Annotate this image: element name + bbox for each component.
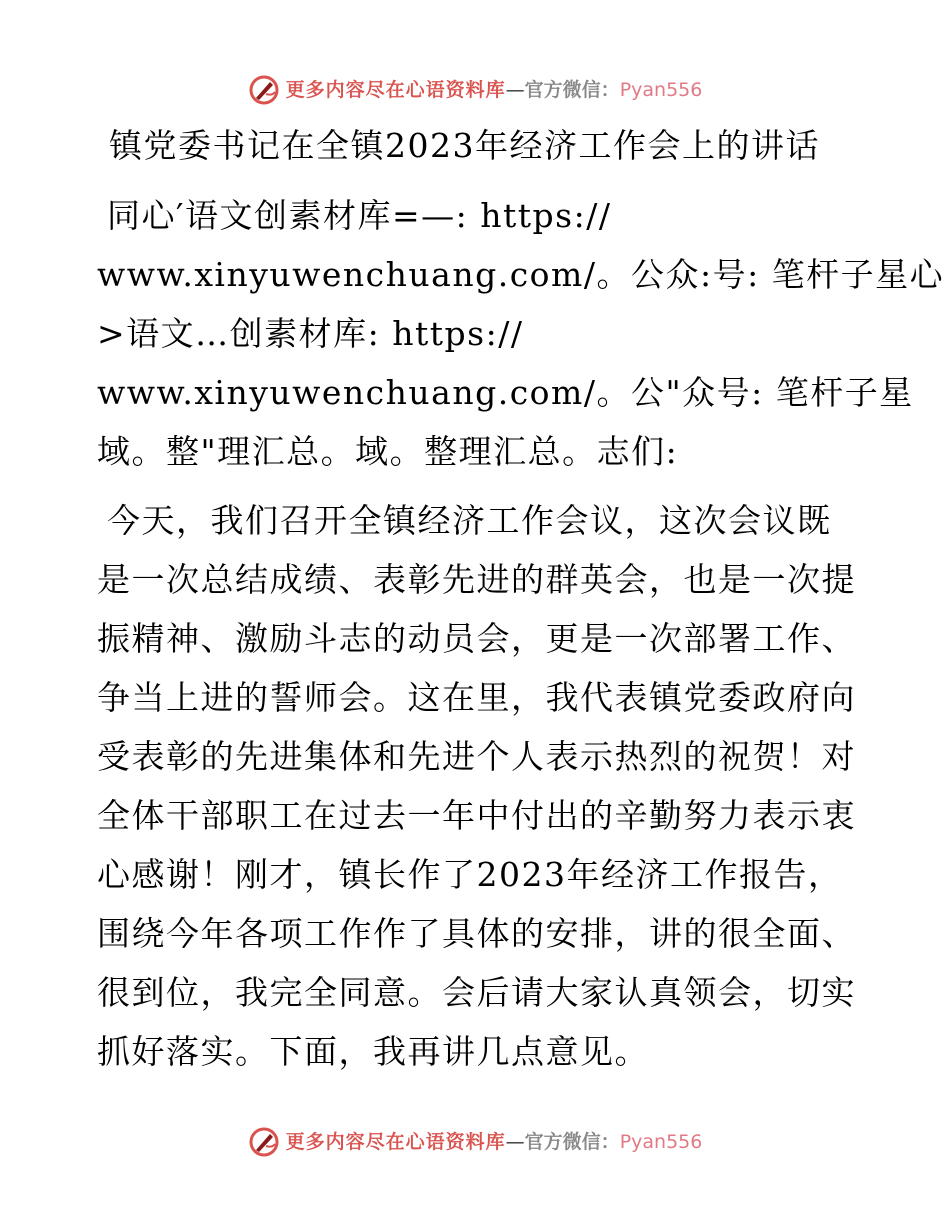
intro-line: 域。整"理汇总。域。整理汇总。志们:	[97, 432, 679, 471]
intro-line: 同心′语文创素材库=—: https://	[107, 196, 612, 235]
body-line: 抓好落实。下面，我再讲几点意见。	[97, 1032, 649, 1071]
body-line: 是一次总结成绩、表彰先进的群英会，也是一次提	[97, 560, 856, 599]
banner-separator: —	[505, 79, 525, 101]
banner-handle: Pyan556	[619, 1131, 703, 1153]
quill-logo-icon	[248, 74, 280, 106]
quill-logo-icon	[248, 1126, 280, 1158]
body-line: 围绕今年各项工作作了具体的安排，讲的很全面、	[97, 914, 856, 953]
body-line: 心感谢！刚才，镇长作了2023年经济工作报告，	[97, 855, 843, 894]
body-line: 振精神、激励斗志的动员会，更是一次部署工作、	[97, 619, 856, 658]
body-line: 今天，我们召开全镇经济工作会议，这次会议既	[107, 501, 832, 540]
banner-separator: —	[505, 1131, 525, 1153]
intro-block	[97, 186, 945, 481]
body-paragraph	[97, 491, 857, 1081]
banner-suffix: 官方微信：	[524, 79, 620, 101]
body-line: 受表彰的先进集体和先进个人表示热烈的祝贺！对	[97, 737, 856, 776]
banner-handle: Pyan556	[619, 79, 703, 101]
body-line: 很到位，我完全同意。会后请大家认真领会，切实	[97, 973, 856, 1012]
intro-line: www.xinyuwenchuang.com/。公众:号: 笔杆子星心	[97, 255, 945, 294]
document-body	[97, 120, 945, 1081]
banner-text: 更多内容尽在心语资料库	[285, 1131, 506, 1153]
footer-banner	[0, 1126, 950, 1158]
banner-text: 更多内容尽在心语资料库	[285, 79, 506, 101]
body-line: 全体干部职工在过去一年中付出的辛勤努力表示衷	[97, 796, 856, 835]
document-title: 镇党委书记在全镇2023年经济工作会上的讲话	[109, 126, 820, 165]
body-line: 争当上进的誓师会。这在里，我代表镇党委政府向	[97, 678, 856, 717]
banner-suffix: 官方微信：	[524, 1131, 620, 1153]
intro-line: www.xinyuwenchuang.com/。公"众号: 笔杆子星	[97, 373, 914, 412]
intro-line: >语文…创素材库: https://	[97, 314, 524, 353]
header-banner	[0, 74, 950, 106]
